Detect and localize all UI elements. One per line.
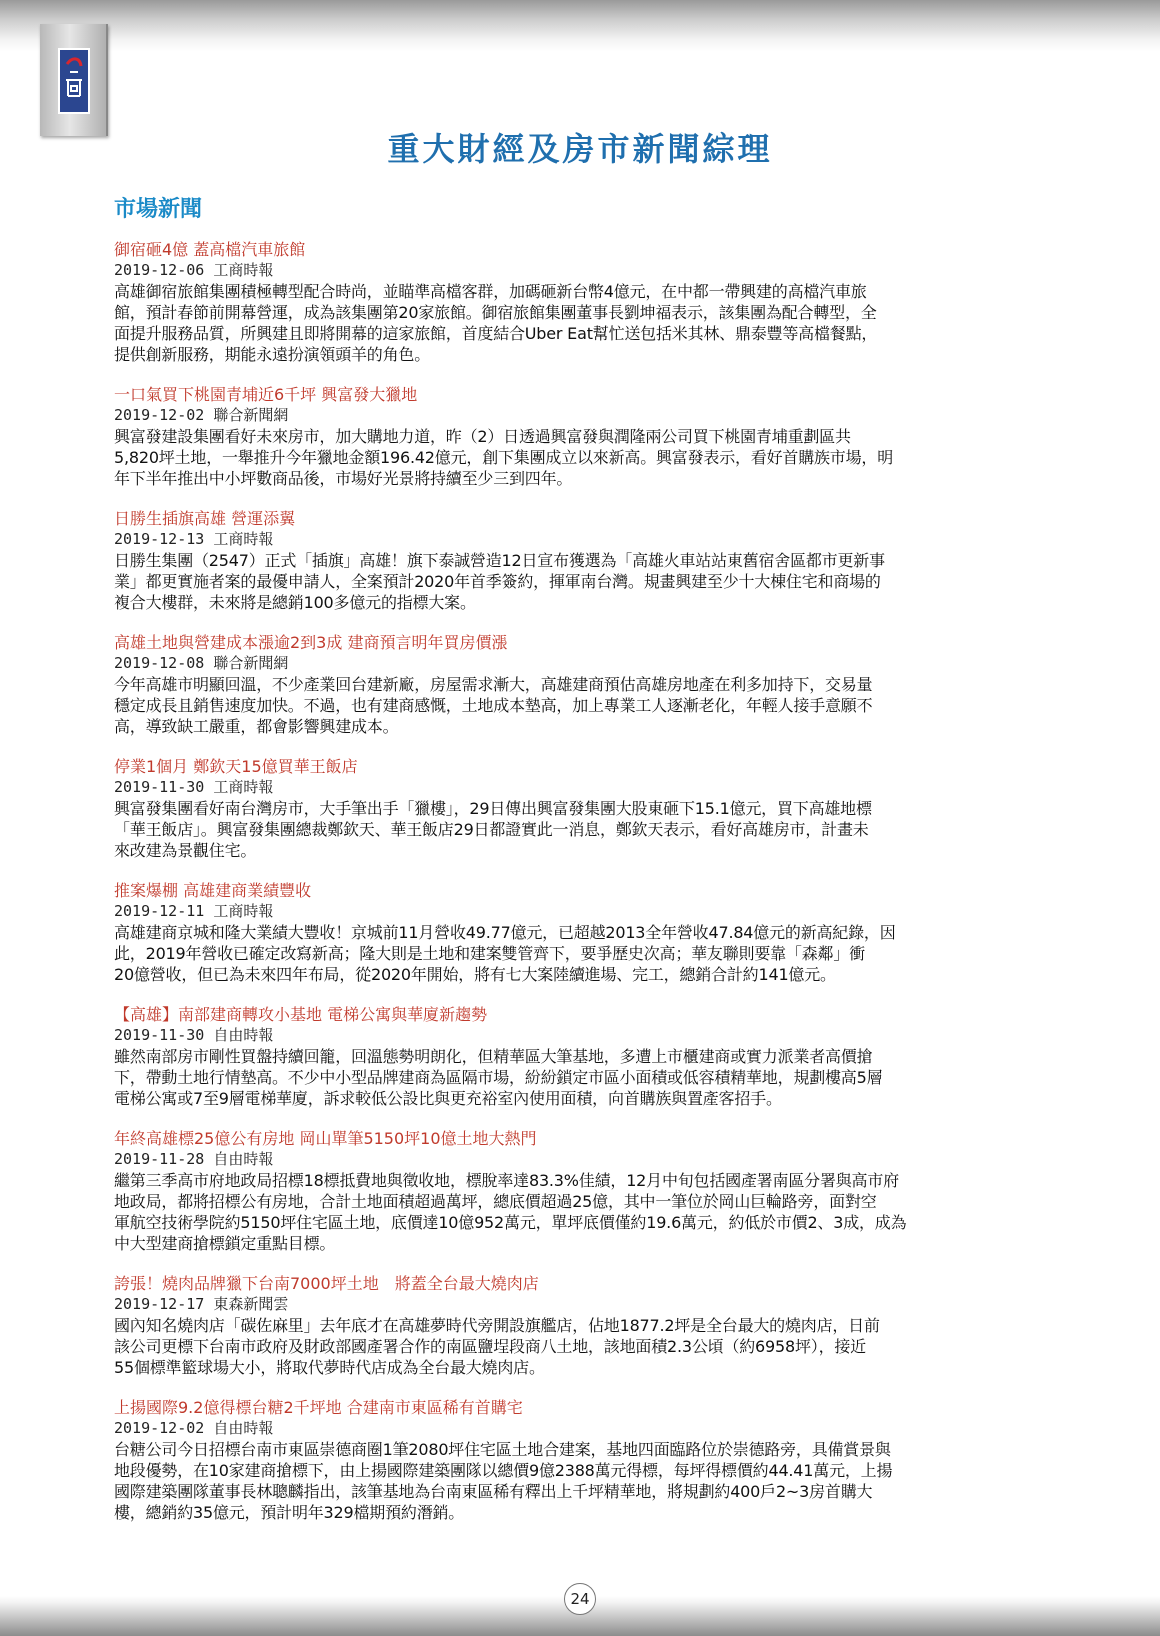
- article-body-line: 高雄建商京城和隆大業績大豐收！京城前11月營收49.77億元，已超越2013全年營收47.84億元的新高紀錄，因: [114, 923, 896, 942]
- article-meta: [114, 777, 1048, 798]
- page-title: 重大財經及房市新聞綜理: [387, 130, 773, 168]
- article-body-line: 此，2019年營收已確定改寫新高；隆大則是土地和建案雙管齊下，要爭歷史次高；華友聯則要靠「森鄰」衝: [114, 944, 865, 963]
- news-article: [114, 240, 1048, 365]
- article-date: 2019-12-02: [114, 1419, 205, 1437]
- article-meta: [114, 405, 1048, 426]
- news-article: [114, 1274, 1048, 1378]
- article-headline: 誇張！燒肉品牌獵下台南7000坪土地 將蓋全台最大燒肉店: [114, 1274, 539, 1293]
- article-body-line: 面提升服務品質，所興建且即將開幕的這家旅館，首度結合Uber Eat幫忙送包括米其林、鼎泰豐等高檔餐點，: [114, 324, 878, 343]
- article-body-line: 複合大樓群，未來將是總銷100多億元的指標大案。: [114, 593, 476, 612]
- article-body-line: 5,820坪土地，一舉推升今年獵地金額196.42億元，創下集團成立以來新高。興富發表示，看好首購族市場，明: [114, 448, 893, 467]
- article-date: 2019-12-13: [114, 530, 205, 548]
- article-headline: 上揚國際9.2億得標台糖2千坪地 合建南市東區稀有首購宅: [114, 1398, 523, 1417]
- article-date: 2019-12-06: [114, 261, 205, 279]
- article-body-line: 該公司更標下台南市政府及財政部國產署合作的南區鹽埕段商八土地，該地面積2.3公頃（約6958坪），接近: [114, 1337, 866, 1356]
- article-body-line: 日勝生集團（2547）正式「插旗」高雄！旗下泰誠營造12日宣布獲選為「高雄火車站站東舊宿舍區都市更新事: [114, 551, 885, 570]
- news-article: [114, 1129, 1048, 1254]
- article-source: 工商時報: [213, 902, 274, 920]
- news-article: [114, 1398, 1048, 1523]
- article-body-line: 樓，總銷約35億元，預計明年329檔期預約潛銷。: [114, 1503, 465, 1522]
- article-source: 自由時報: [213, 1026, 274, 1044]
- article-body-line: 穩定成長且銷售速度加快。不過，也有建商感慨，土地成本墊高，加上專業工人逐漸老化，年輕人接手意願不: [114, 696, 873, 715]
- article-meta: [114, 1294, 1048, 1315]
- article-date: 2019-11-30: [114, 778, 205, 796]
- article-meta: [114, 260, 1048, 281]
- article-body-line: 高雄御宿旅館集團積極轉型配合時尚，並瞄準高檔客群，加碼砸新台幣4億元，在中都一帶興建的高檔汽車旅: [114, 282, 867, 301]
- article-meta: [114, 1149, 1048, 1170]
- article-body-line: 來改建為景觀住宅。: [114, 841, 257, 860]
- article-body-line: 國際建築團隊董事長林聰麟指出，該筆基地為台南東區稀有釋出上千坪精華地，將規劃約400戶2~3房首購大: [114, 1482, 873, 1501]
- article-date: 2019-12-08: [114, 654, 205, 672]
- article-source: 自由時報: [213, 1419, 274, 1437]
- article-meta: [114, 901, 1048, 922]
- article-body-line: 年下半年推出中小坪數商品後，市場好光景將持續至少三到四年。: [114, 469, 573, 488]
- article-body-line: 今年高雄市明顯回溫，不少產業回台建新廠，房屋需求漸大，高雄建商預估高雄房地產在利多加持下，交易量: [114, 675, 873, 694]
- article-source: 聯合新聞網: [213, 654, 289, 672]
- article-source: 工商時報: [213, 778, 274, 796]
- news-article: [114, 881, 1048, 985]
- news-article: [114, 385, 1048, 489]
- article-body-line: 雖然南部房市剛性買盤持續回籠，回溫態勢明朗化，但精華區大筆基地，多遭上市櫃建商或實力派業者高價搶: [114, 1047, 873, 1066]
- publisher-logo: [58, 48, 90, 114]
- article-source: 自由時報: [213, 1150, 274, 1168]
- section-heading: 市場新聞: [114, 197, 203, 222]
- page-number: 24: [564, 1583, 596, 1615]
- article-headline: 日勝生插旗高雄 營運添翼: [114, 509, 296, 528]
- article-headline: 一口氣買下桃園青埔近6千坪 興富發大獵地: [114, 385, 418, 404]
- article-meta: [114, 653, 1048, 674]
- article-body-line: 中大型建商搶標鎖定重點目標。: [114, 1234, 336, 1253]
- article-meta: [114, 1418, 1048, 1439]
- news-article-list: [114, 240, 1048, 1543]
- article-body-line: 軍航空技術學院約5150坪住宅區土地，底價達10億952萬元，單坪底價僅約19.6萬元，約低於市價2、3成，成為: [114, 1213, 907, 1232]
- article-body-line: 國內知名燒肉店「碳佐麻里」去年底才在高雄夢時代旁開設旗艦店，佔地1877.2坪是全台最大的燒肉店，日前: [114, 1316, 880, 1335]
- article-headline: 推案爆棚 高雄建商業績豐收: [114, 881, 312, 900]
- article-meta: [114, 529, 1048, 550]
- top-header-band: [0, 0, 1160, 52]
- news-article: [114, 757, 1048, 861]
- publisher-logo-frame: [40, 24, 108, 136]
- article-body-line: 高，導致缺工嚴重，都會影響興建成本。: [114, 717, 399, 736]
- article-source: 工商時報: [213, 530, 274, 548]
- article-body-line: 業」都更實施者案的最優申請人，全案預計2020年首季簽約，揮軍南台灣。規畫興建至少十大棟住宅和商場的: [114, 572, 881, 591]
- article-body-line: 提供創新服務，期能永遠扮演領頭羊的角色。: [114, 345, 431, 364]
- article-body-line: 館，預計春節前開幕營運，成為該集團第20家旅館。御宿旅館集團董事長劉坤福表示，該集團為配合轉型，全: [114, 303, 877, 322]
- article-date: 2019-12-17: [114, 1295, 205, 1313]
- article-body-line: 地政局，都將招標公有房地，合計土地面積超過萬坪，總底價超過25億，其中一筆位於岡山巨輪路旁，面對空: [114, 1192, 877, 1211]
- article-headline: 高雄土地與營建成本漲逾2到3成 建商預言明年買房價漲: [114, 633, 508, 652]
- article-body-line: 20億營收，但已為未來四年布局，從2020年開始，將有七大案陸續進場、完工，總銷合計約141億元。: [114, 965, 836, 984]
- article-body-line: 繼第三季高市府地政局招標18標抵費地與徵收地，標脫率達83.3%佳績，12月中旬包括國產署南區分署與高市府: [114, 1171, 899, 1190]
- news-article: [114, 509, 1048, 613]
- article-body-line: 台糖公司今日招標台南市東區崇德商圈1筆2080坪住宅區土地合建案，基地四面臨路位於崇德路旁，具備賞景與: [114, 1440, 891, 1459]
- article-body-line: 「華王飯店」。興富發集團總裁鄭欽天、華王飯店29日都證實此一消息，鄭欽天表示，看好高雄房市，計畫未: [114, 820, 869, 839]
- article-headline: 停業1個月 鄭欽天15億買華王飯店: [114, 757, 358, 776]
- news-article: [114, 1005, 1048, 1109]
- article-body-line: 興富發建設集團看好未來房市，加大購地力道，昨（2）日透過興富發與潤隆兩公司買下桃園青埔重劃區共: [114, 427, 851, 446]
- article-body-line: 下，帶動土地行情墊高。不少中小型品牌建商為區隔市場，紛紛鎖定市區小面積或低容積精華地，規劃樓高5層: [114, 1068, 883, 1087]
- article-body-line: 興富發集團看好南台灣房市，大手筆出手「獵樓」，29日傳出興富發集團大股東砸下15.1億元，買下高雄地標: [114, 799, 872, 818]
- article-source: 東森新聞雲: [213, 1295, 289, 1313]
- article-body-line: 電梯公寓或7至9層電梯華廈，訴求較低公設比與更充裕室內使用面積，向首購族與置產客招手。: [114, 1089, 782, 1108]
- article-source: 聯合新聞網: [213, 406, 289, 424]
- article-body-line: 地段優勢，在10家建商搶標下，由上揚國際建築團隊以總價9億2388萬元得標，每坪得標價約44.41萬元，上揚: [114, 1461, 893, 1480]
- article-date: 2019-12-02: [114, 406, 205, 424]
- article-source: 工商時報: [213, 261, 274, 279]
- article-body-line: 55個標準籃球場大小，將取代夢時代店成為全台最大燒肉店。: [114, 1358, 545, 1377]
- article-date: 2019-11-28: [114, 1150, 205, 1168]
- article-headline: 【高雄】南部建商轉攻小基地 電梯公寓與華廈新趨勢: [114, 1005, 488, 1024]
- news-article: [114, 633, 1048, 737]
- article-date: 2019-11-30: [114, 1026, 205, 1044]
- article-headline: 年終高雄標25億公有房地 岡山單筆5150坪10億土地大熱門: [114, 1129, 537, 1148]
- article-meta: [114, 1025, 1048, 1046]
- article-date: 2019-12-11: [114, 902, 205, 920]
- article-headline: 御宿砸4億 蓋高檔汽車旅館: [114, 240, 306, 259]
